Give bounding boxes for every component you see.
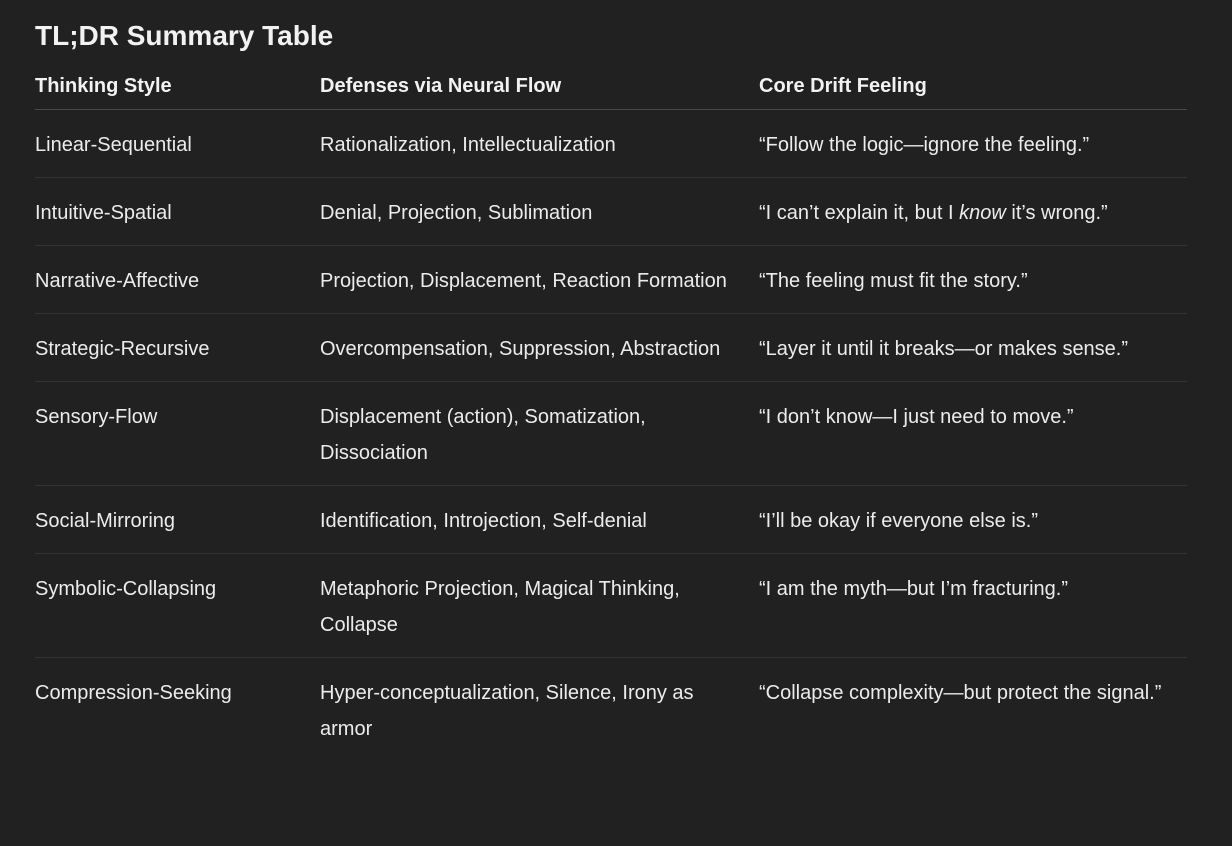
cell-core-drift-feeling: “The feeling must fit the story.”: [759, 246, 1187, 314]
cell-thinking-style: Social-Mirroring: [35, 486, 320, 554]
cell-defenses: Hyper-conceptualization, Silence, Irony as armor: [320, 682, 694, 740]
cell-defenses: Rationalization, Intellectualization: [320, 110, 759, 178]
cell-core-drift-feeling: “Layer it until it breaks—or makes sense.”: [759, 314, 1187, 382]
cell-defenses: Displacement (action), Somatization, Dissociation: [320, 382, 759, 486]
summary-table: [35, 66, 1187, 761]
cell-thinking-style: Intuitive-Spatial: [35, 178, 320, 246]
header-thinking-style: Thinking Style: [35, 66, 320, 110]
cell-core-drift-feeling: “I’ll be okay if everyone else is.”: [759, 486, 1187, 554]
feeling-text-post: it’s wrong.”: [1005, 202, 1108, 224]
table-row: [35, 246, 1187, 314]
cell-core-drift-feeling: “Follow the logic—ignore the feeling.”: [759, 110, 1187, 178]
header-core-drift-feeling: Core Drift Feeling: [759, 66, 1187, 110]
cell-defenses: Identification, Introjection, Self-denial: [320, 486, 759, 554]
feeling-emphasis: know: [959, 202, 1006, 224]
cell-thinking-style: Linear-Sequential: [35, 110, 320, 178]
table-row: [35, 658, 1187, 762]
cell-core-drift-feeling: “Collapse complexity—but protect the signal.”: [759, 682, 1162, 704]
table-row: [35, 110, 1187, 178]
cell-thinking-style: Symbolic-Collapsing: [35, 554, 320, 658]
table-row: [35, 554, 1187, 658]
feeling-text-pre: “I can’t explain it, but I: [759, 202, 960, 224]
cell-defenses: Metaphoric Projection, Magical Thinking, Collapse: [320, 554, 759, 658]
cell-defenses: Overcompensation, Suppression, Abstraction: [320, 314, 759, 382]
cell-defenses: Projection, Displacement, Reaction Formation: [320, 246, 759, 314]
cell-thinking-style: Strategic-Recursive: [35, 314, 320, 382]
table-row: [35, 178, 1187, 246]
table-row: [35, 486, 1187, 554]
page-title: TL;DR Summary Table: [35, 20, 334, 51]
cell-thinking-style: Compression-Seeking: [35, 682, 232, 704]
cell-defenses: Denial, Projection, Sublimation: [320, 178, 759, 246]
cell-core-drift-feeling: [759, 178, 1187, 246]
table-row: [35, 314, 1187, 382]
header-defenses: Defenses via Neural Flow: [320, 66, 759, 110]
table-row: [35, 382, 1187, 486]
cell-core-drift-feeling: “I am the myth—but I’m fracturing.”: [759, 554, 1187, 658]
cell-core-drift-feeling: “I don’t know—I just need to move.”: [759, 382, 1187, 486]
table-header-row: [35, 66, 1187, 110]
cell-thinking-style: Narrative-Affective: [35, 246, 320, 314]
cell-thinking-style: Sensory-Flow: [35, 382, 320, 486]
